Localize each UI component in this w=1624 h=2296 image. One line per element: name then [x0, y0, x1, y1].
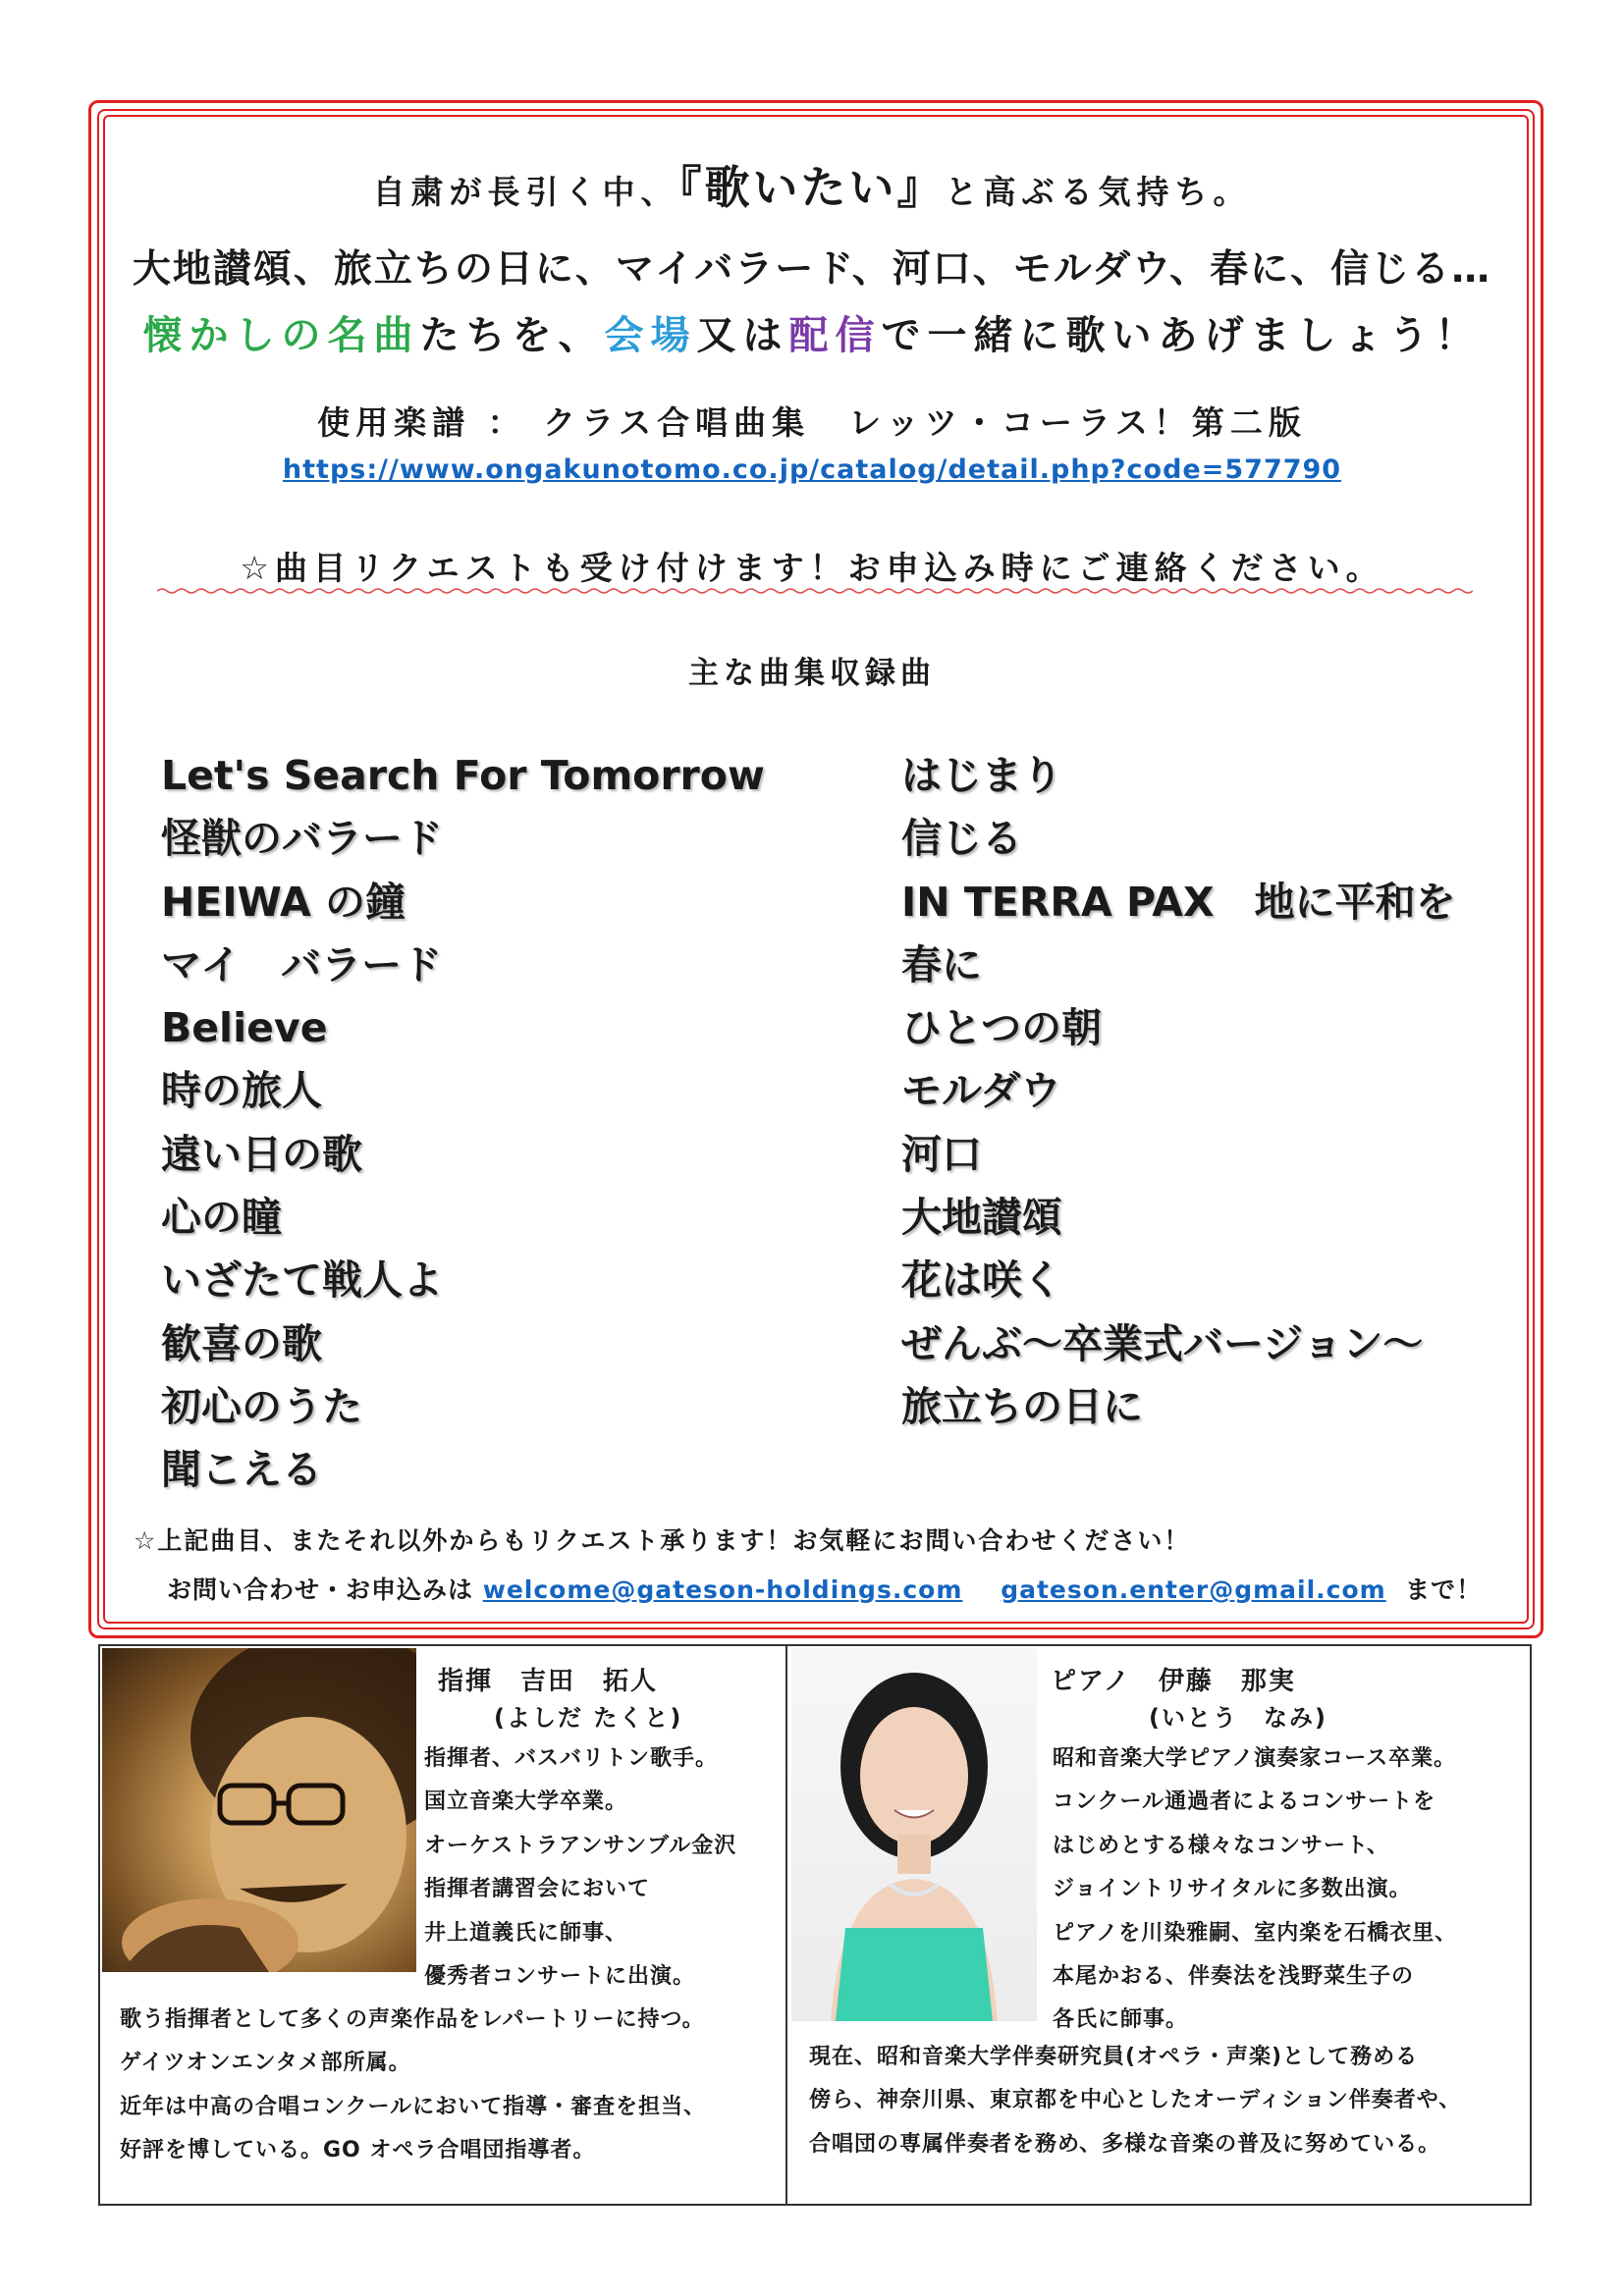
cta-text-2: 又は [696, 313, 789, 358]
conductor-bio-full [120, 1999, 706, 2173]
headline-quote: 『歌いたい』 [678, 161, 946, 214]
bio-line: 指揮者、バスバリトン歌手。 [424, 1746, 719, 1771]
song-item: いざたて戦人よ [161, 1256, 443, 1305]
bio-line: ピアノを川染雅嗣、室内楽を石橋衣里、 [1053, 1920, 1458, 1946]
bio-line: オーケストラアンサンブル金沢 [424, 1833, 737, 1858]
bio-line: ジョイントリサイタルに多数出演。 [1053, 1877, 1412, 1902]
request-note: ☆曲目リクエストも受け付けます！お申込み時にご連絡ください。 [240, 549, 1384, 587]
conductor-bio-side [424, 1737, 736, 1999]
headline-pre: 自粛が長引く中、 [372, 173, 679, 211]
song-item: IN TERRA PAX 地に平和を [901, 878, 1456, 926]
song-item: HEIWA の鐘 [161, 878, 406, 926]
song-item: 花は咲く [901, 1256, 1062, 1305]
contact-label: お問い合わせ・お申込みは [167, 1575, 474, 1604]
song-list-right [901, 744, 1456, 1438]
featured-songs-line: 大地讃頌、旅立ちの日に、マイバラード、河口、モルダウ、春に、信じる… [132, 247, 1492, 292]
conductor-reading: (よしだ たくと) [494, 1704, 683, 1732]
bio-line: 歌う指揮者として多くの声楽作品をレパートリーに持つ。 [120, 2007, 705, 2032]
cta-famous-songs: 懐かしの名曲 [142, 313, 420, 358]
catalog-link[interactable]: https://www.ongakunotomo.co.jp/catalog/detail.php?code=577790 [282, 454, 1342, 485]
profile-divider [785, 1644, 787, 2206]
cta-streaming: 配信 [788, 313, 882, 358]
song-list-title: 主な曲集収録曲 [688, 656, 936, 691]
song-item: 信じる [901, 815, 1022, 863]
email-link-1[interactable]: welcome@gateson-holdings.com [482, 1575, 963, 1604]
bio-line: 合唱団の専属伴奏者を務め、多様な音楽の普及に努めている。 [809, 2131, 1441, 2157]
song-item: 時の旅人 [161, 1067, 322, 1115]
pianist-name: ピアノ 伊藤 那実 [1051, 1667, 1296, 1696]
bio-line: 指揮者講習会において [424, 1877, 651, 1902]
song-item: マイ バラード [161, 940, 443, 988]
pianist-reading: (いとう なみ) [1149, 1704, 1327, 1732]
song-item: ぜんぶ～卒業式バージョン～ [901, 1319, 1424, 1367]
bio-line: 現在、昭和音楽大学伴奏研究員(オペラ・声楽)として務める [809, 2045, 1419, 2069]
cta-text-3: で一緒に歌いあげましょう！ [881, 313, 1482, 358]
contact-suffix: まで！ [1405, 1575, 1483, 1604]
bio-line: 昭和音楽大学ピアノ演奏家コース卒業。 [1053, 1746, 1457, 1771]
song-item: Believe [161, 1004, 328, 1052]
song-item: 初心のうた [161, 1382, 362, 1430]
song-item: 聞こえる [161, 1446, 322, 1494]
song-item: はじまり [901, 752, 1062, 799]
song-item: 歓喜の歌 [161, 1319, 322, 1367]
contact-line [167, 1571, 1482, 1606]
song-item: 遠い日の歌 [161, 1130, 362, 1178]
bio-line: 各氏に師事。 [1053, 2007, 1189, 2033]
cta-text-1: たちを、 [419, 313, 605, 358]
song-item: 春に [901, 940, 982, 988]
song-item: 心の瞳 [161, 1194, 282, 1242]
song-item: 大地讃頌 [901, 1194, 1062, 1242]
song-item: モルダウ [901, 1067, 1061, 1115]
bio-line: 好評を博している。GO オペラ合唱団指導者。 [120, 2138, 596, 2163]
request-note-2: ☆上記曲目、またそれ以外からもリクエスト承ります！お気軽にお問い合わせください！ [134, 1526, 1191, 1555]
cta-venue: 会場 [604, 313, 697, 358]
bio-line: 国立音楽大学卒業。 [424, 1789, 628, 1815]
url-row [0, 454, 1624, 485]
song-item: ひとつの朝 [901, 1004, 1103, 1052]
email-link-2[interactable]: gateson.enter@gmail.com [1001, 1575, 1386, 1604]
call-to-action [0, 304, 1624, 360]
wavy-underline [157, 587, 1473, 595]
bio-line: 傍ら、神奈川県、東京都を中心としたオーディション伴奏者や、 [809, 2088, 1462, 2113]
pianist-bio-side [1053, 1737, 1457, 2043]
bio-line: 本尾かおる、伴奏法を浅野菜生子の [1053, 1964, 1415, 1990]
conductor-photo [102, 1648, 416, 1972]
bio-line: コンクール通過者によるコンサートを [1053, 1789, 1436, 1815]
headline [0, 152, 1624, 217]
song-item: 旅立ちの日に [901, 1382, 1143, 1430]
bio-line: 優秀者コンサートに出演。 [424, 1964, 696, 1990]
song-item: Let's Search For Tomorrow [161, 752, 765, 799]
pianist-bio-full [809, 2036, 1461, 2166]
conductor-name: 指揮 吉田 拓人 [438, 1667, 659, 1696]
bio-line: はじめとする様々なコンサート、 [1053, 1833, 1390, 1858]
song-item: 怪獣のバラード [161, 815, 443, 863]
headline-post: と高ぶる気持ち。 [945, 173, 1252, 211]
bio-line: ゲイツオンエンタメ部所属。 [120, 2051, 411, 2076]
score-info: 使用楽譜 ： クラス合唱曲集 レッツ・コーラス！第二版 [317, 403, 1307, 442]
bio-line: 井上道義氏に師事、 [424, 1920, 628, 1946]
pianist-photo [791, 1648, 1037, 2021]
song-list-left [161, 744, 765, 1502]
bio-line: 近年は中高の合唱コンクールにおいて指導・審査を担当、 [120, 2094, 707, 2119]
song-item: 河口 [901, 1130, 982, 1178]
